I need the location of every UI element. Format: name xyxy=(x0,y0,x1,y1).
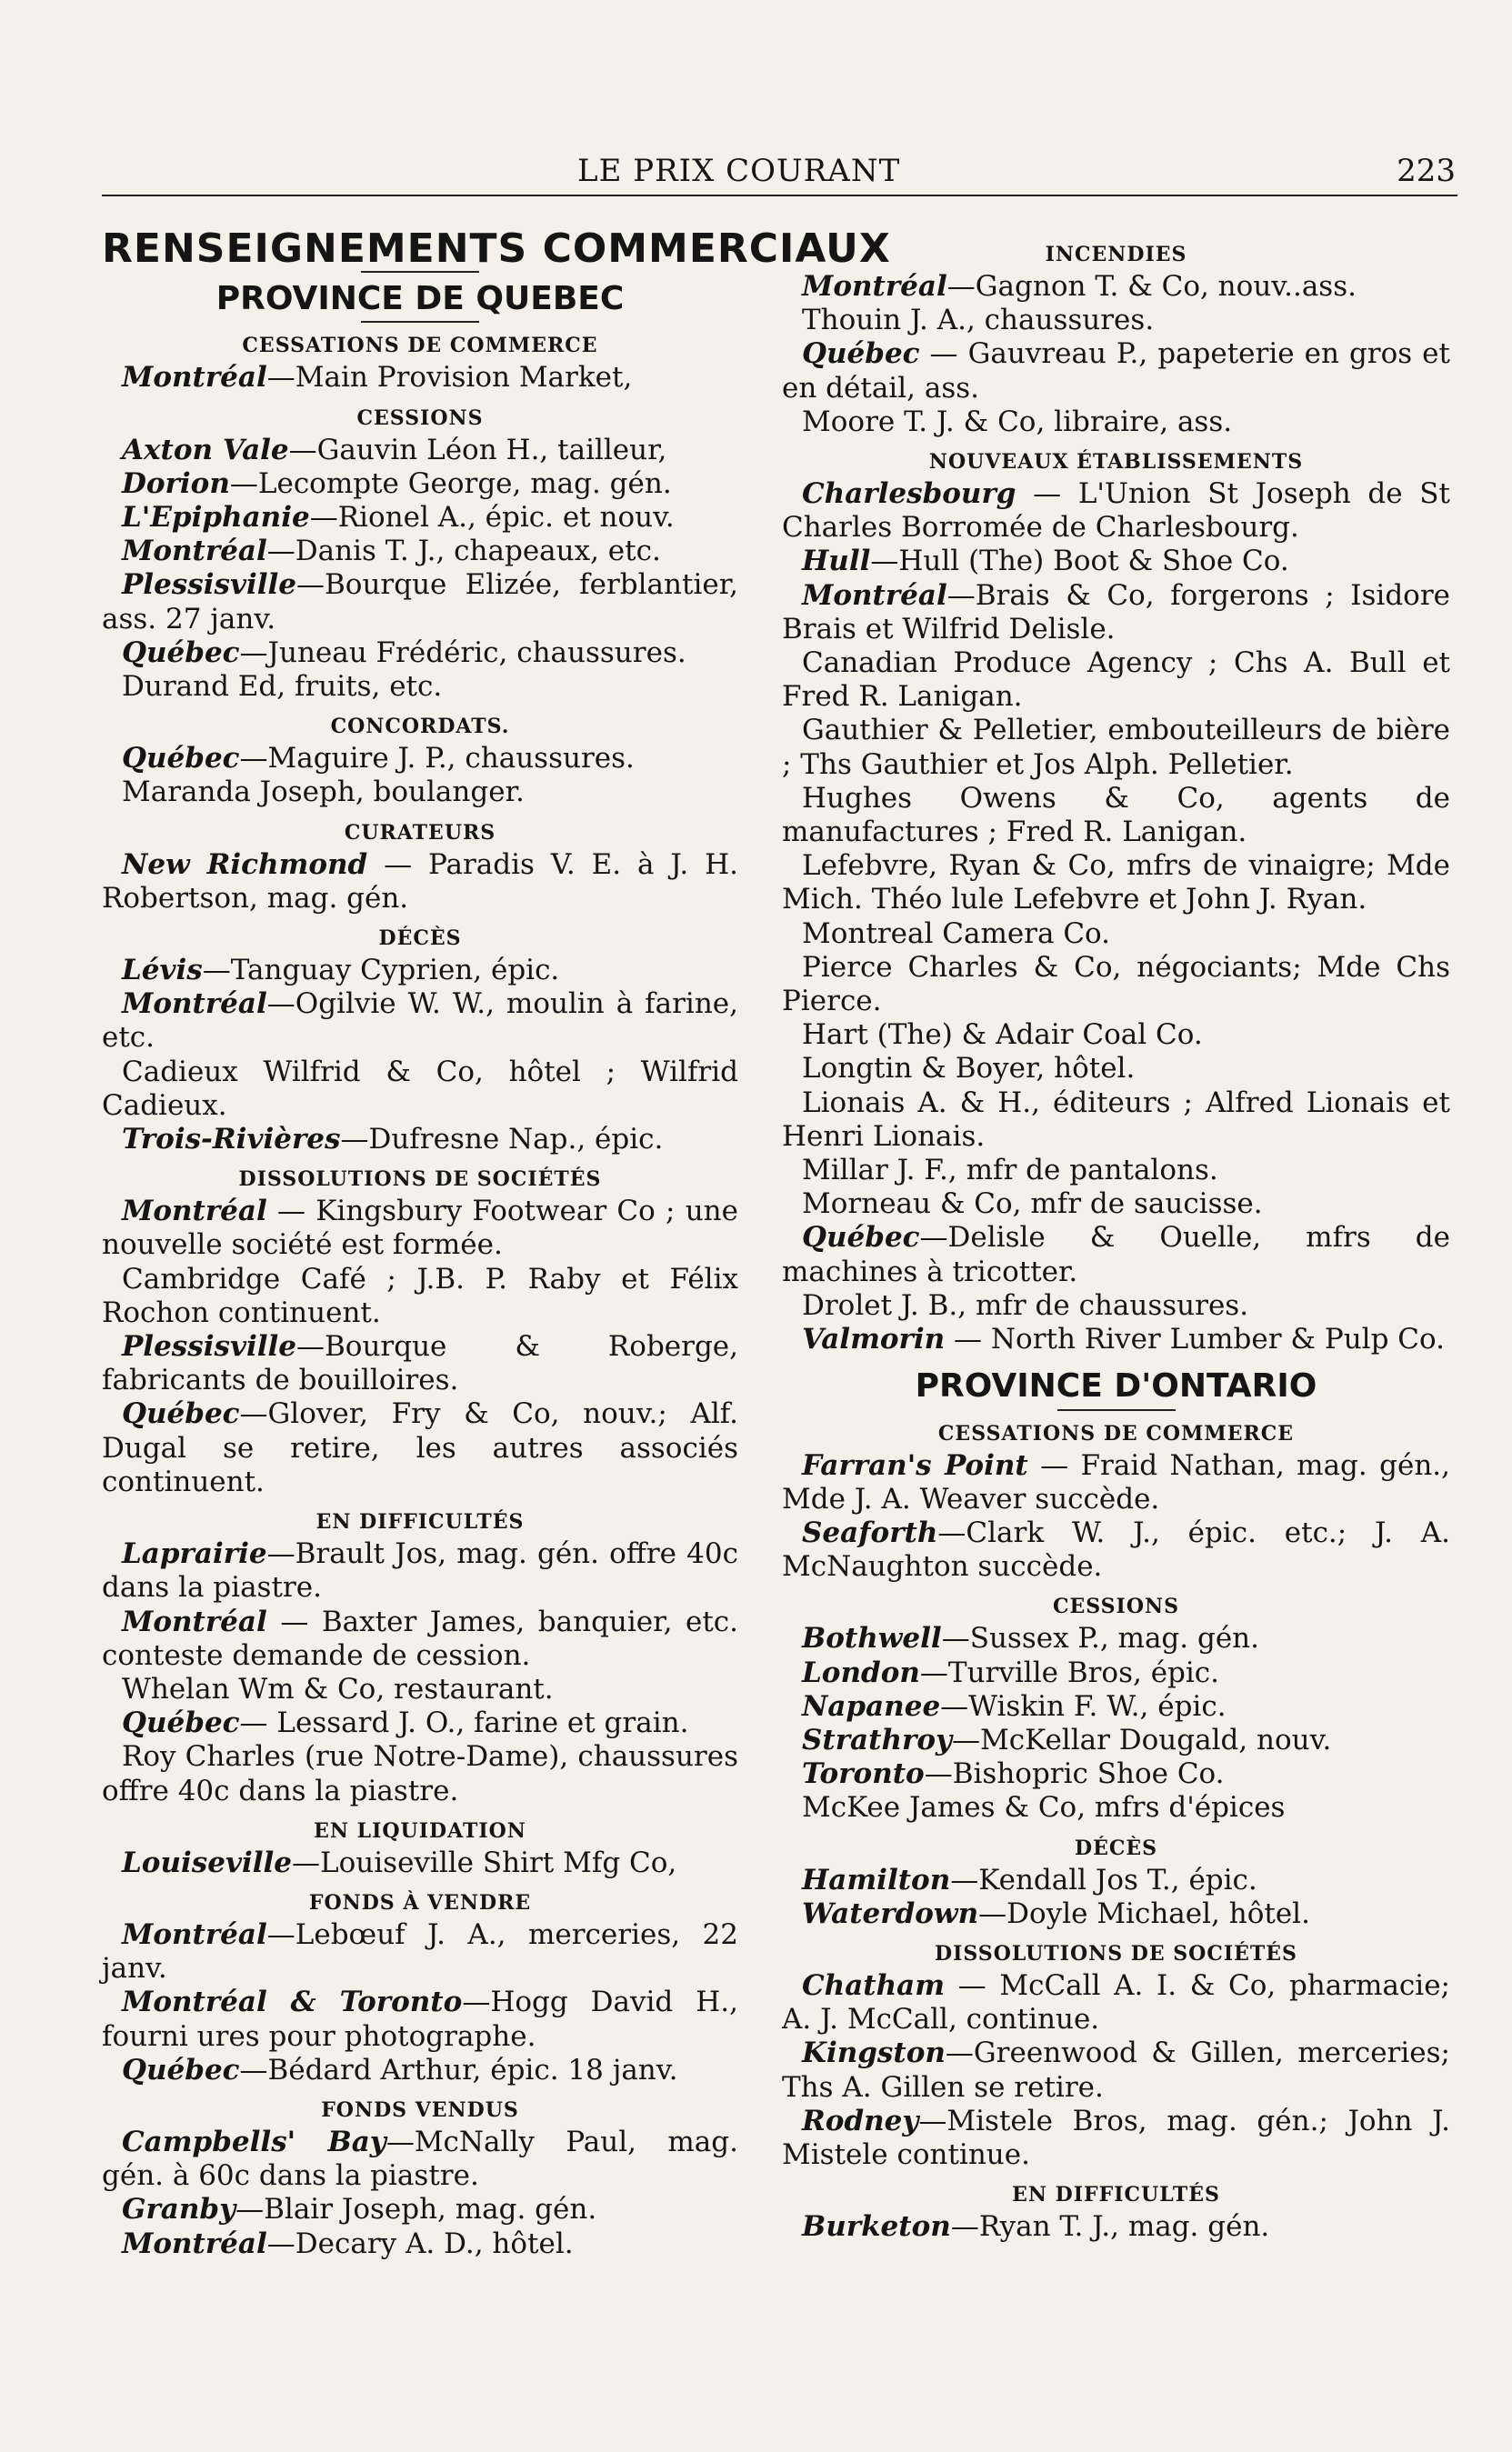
page-title: RENSEIGNEMENTS COMMERCIAUX xyxy=(102,225,891,272)
page-number: 223 xyxy=(1397,153,1456,189)
place-name: Louiseville xyxy=(122,1846,293,1879)
entry-text: —Danis T. J., chapeaux, etc. xyxy=(266,535,661,568)
place-name: Dorion xyxy=(122,466,230,500)
entry-text: Drolet J. B., mfr de chaussures. xyxy=(802,1288,1249,1322)
place-name: L'Epiphanie xyxy=(122,501,310,535)
listing-entry xyxy=(782,1897,1450,1931)
listing-entry xyxy=(102,636,738,670)
place-name: Trois-Rivières xyxy=(122,1123,341,1156)
province-divider xyxy=(361,321,479,323)
place-name: Napanee xyxy=(802,1689,941,1723)
listing-entry xyxy=(782,579,1450,646)
listing-entry xyxy=(782,782,1450,849)
place-name: Québec xyxy=(122,1397,240,1431)
place-name: Seaforth xyxy=(802,1516,938,1549)
entry-text: Gauthier & Pelletier, embouteilleurs de bière ; Ths Gauthier et Jos Alph. Pelletier. xyxy=(782,714,1450,781)
entry-text: —Bourque Elizée, ferblantier, ass. 27 janv. xyxy=(102,568,738,636)
listing-entry xyxy=(102,1740,738,1807)
place-name: Valmorin xyxy=(802,1323,946,1356)
listing-entry xyxy=(102,1706,738,1740)
listing-entry xyxy=(782,1656,1450,1690)
listing-entry xyxy=(782,1516,1450,1584)
listing-entry xyxy=(102,848,738,916)
listing-entry xyxy=(782,1690,1450,1724)
place-name: Plessisville xyxy=(122,568,297,602)
entry-text: — McCall A. I. & Co, pharmacie; A. J. McCall, continue. xyxy=(782,1968,1450,2037)
listing-entry xyxy=(782,1086,1450,1154)
entry-text: —McKellar Dougald, nouv. xyxy=(952,1723,1332,1756)
listing-entry xyxy=(102,1847,738,1880)
entry-text: —Main Provision Market, xyxy=(266,361,633,395)
listing-entry xyxy=(782,337,1450,405)
place-name: Toronto xyxy=(802,1757,925,1791)
place-name: Axton Vale xyxy=(122,433,289,466)
place-name: London xyxy=(802,1656,920,1689)
entry-text: —Turville Bros, épic. xyxy=(919,1656,1220,1689)
listing-entry xyxy=(782,1724,1450,1757)
section-heading: EN DIFFICULTÉS xyxy=(315,1510,525,1535)
section-heading: DÉCÈS xyxy=(1074,1836,1157,1860)
entry-text: — Lessard J. O., farine et grain. xyxy=(239,1706,689,1740)
entry-text: —Wiskin F. W., épic. xyxy=(940,1689,1227,1723)
entry-text: — Kingsbury Footwear Co ; une nouvelle société est formée. xyxy=(102,1195,738,1262)
entry-text: Hart (The) & Adair Coal Co. xyxy=(802,1018,1203,1052)
entry-text: —Decary A. D., hôtel. xyxy=(266,2227,574,2260)
listing-entry xyxy=(102,568,738,636)
listing-entry xyxy=(782,714,1450,781)
place-name: Québec xyxy=(802,337,920,371)
place-name: Montréal xyxy=(122,1195,267,1228)
section-heading: DÉCÈS xyxy=(378,926,462,951)
entry-text: —Juneau Frédéric, chaussures. xyxy=(239,636,686,669)
place-name: Bothwell xyxy=(802,1622,942,1656)
province-divider xyxy=(1057,1409,1176,1411)
section-heading: CONCORDATS. xyxy=(330,715,510,739)
entry-text: Cambridge Café ; J.B. P. Raby et Félix Rochon continuent. xyxy=(102,1262,738,1329)
entry-text: —Maguire J. P., chaussures. xyxy=(239,742,635,776)
entry-text: —Glover, Fry & Co, nouv.; Alf. Dugal se retire, les autres associés continuent. xyxy=(102,1397,738,1498)
entry-text: —Lecompte George, mag. gén. xyxy=(229,466,672,500)
listing-entry xyxy=(102,1263,738,1330)
entry-text: Lefebvre, Ryan & Co, mfrs de vinaigre; Mde Mich. Théo lule Lefebvre et John J. Ryan. xyxy=(782,849,1450,916)
entry-text: — Baxter James, banquier, etc. conteste demande de cession. xyxy=(102,1605,738,1672)
header-rule xyxy=(102,195,1457,196)
section-heading: CESSATIONS DE COMMERCE xyxy=(242,334,598,358)
entry-text: Hughes Owens & Co, agents de manufactures ; Fred R. Lanigan. xyxy=(782,781,1450,849)
listing-entry xyxy=(102,2227,738,2261)
place-name: Québec xyxy=(802,1221,920,1255)
listing-entry xyxy=(782,1323,1450,1356)
entry-text: McKee James & Co, mfrs d'épices xyxy=(802,1791,1286,1825)
place-name: Montréal xyxy=(122,1605,267,1638)
entry-text: Millar J. F., mfr de pantalons. xyxy=(802,1154,1218,1187)
place-name: Montréal xyxy=(802,578,947,612)
listing-entry xyxy=(102,2193,738,2227)
entry-text: —Hogg David H., fourni ures pour photographe. xyxy=(102,1986,738,2053)
entry-text: —Bédard Arthur, épic. 18 janv. xyxy=(239,2053,678,2087)
section-heading: NOUVEAUX ÉTABLISSEMENTS xyxy=(928,450,1304,475)
place-name: Burketon xyxy=(802,2210,951,2244)
right-column xyxy=(782,232,1450,2244)
listing-entry xyxy=(782,1449,1450,1516)
listing-entry xyxy=(782,405,1450,439)
place-name: Plessisville xyxy=(122,1330,297,1364)
province-heading-ontario: PROVINCE D'ONTARIO xyxy=(915,1367,1317,1406)
entry-text: —Lebœuf J. A., merceries, 22 janv. xyxy=(102,1917,738,1986)
listing-entry xyxy=(102,1056,738,1123)
section-heading: DISSOLUTIONS DE SOCIÉTÉS xyxy=(935,1941,1297,1966)
section-heading: EN DIFFICULTÉS xyxy=(1012,2183,1220,2207)
section-heading: CESSATIONS DE COMMERCE xyxy=(937,1421,1295,1446)
section-heading: FONDS À VENDRE xyxy=(308,1890,532,1915)
place-name: Laprairie xyxy=(122,1537,267,1571)
running-title: LE PRIX COURANT xyxy=(577,153,901,189)
entry-text: —Brault Jos, mag. gén. offre 40c dans la piastre. xyxy=(102,1537,738,1605)
place-name: Montréal & Toronto xyxy=(122,1986,463,2019)
place-name: Granby xyxy=(122,2193,236,2227)
entry-text: —Gauvin Léon H., tailleur, xyxy=(288,433,667,466)
entry-text: Moore T. J. & Co, libraire, ass. xyxy=(802,405,1233,438)
place-name: Hamilton xyxy=(802,1863,951,1897)
listing-entry xyxy=(782,951,1450,1018)
place-name: Charlesbourg xyxy=(802,477,1016,511)
listing-entry xyxy=(782,270,1450,304)
place-name: Kingston xyxy=(802,2037,946,2070)
listing-entry xyxy=(102,361,738,395)
listing-entry xyxy=(782,849,1450,916)
listing-entry xyxy=(782,304,1450,337)
listing-entry xyxy=(102,954,738,987)
listing-entry xyxy=(782,2037,1450,2104)
entry-text: Whelan Wm & Co, restaurant. xyxy=(122,1672,554,1706)
listing-entry xyxy=(102,1123,738,1156)
place-name: Waterdown xyxy=(802,1897,979,1930)
listing-entry xyxy=(102,1195,738,1262)
entry-text: Thouin J. A., chaussures. xyxy=(802,304,1155,337)
page-header xyxy=(0,153,1512,193)
listing-entry xyxy=(102,434,738,467)
entry-text: —Bourque & Roberge, fabricants de bouilloires. xyxy=(102,1330,738,1397)
listing-entry xyxy=(102,1918,738,1986)
entry-text: —Tanguay Cyprien, épic. xyxy=(202,954,560,987)
listing-entry xyxy=(102,1673,738,1706)
entry-text: — Paradis V. E. à J. H. Robertson, mag. gén. xyxy=(102,847,738,915)
listing-entry xyxy=(102,501,738,535)
place-name: Québec xyxy=(122,636,240,669)
province-heading-quebec: PROVINCE DE QUEBEC xyxy=(215,280,625,318)
listing-entry xyxy=(102,535,738,568)
entry-text: Roy Charles (rue Notre-Dame), chaussures offre 40c dans la piastre. xyxy=(102,1740,738,1807)
place-name: New Richmond xyxy=(122,847,368,881)
place-name: Hull xyxy=(802,545,871,578)
entry-text: —Kendall Jos T., épic. xyxy=(950,1863,1257,1897)
listing-entry xyxy=(782,1154,1450,1187)
entry-text: — Gauvreau P., papeterie en gros et en détail, ass. xyxy=(782,337,1450,405)
section-heading: CESSIONS xyxy=(1052,1595,1180,1619)
entry-text: Pierce Charles & Co, négociants; Mde Chs Pierce. xyxy=(782,950,1450,1018)
listing-entry xyxy=(782,1791,1450,1825)
entry-text: —Louiseville Shirt Mfg Co, xyxy=(292,1846,677,1879)
entry-text: —Clark W. J., épic. etc.; J. A. McNaughton succède. xyxy=(782,1516,1450,1584)
place-name: Montréal xyxy=(802,270,947,303)
place-name: Chatham xyxy=(802,1968,946,2002)
place-name: Farran's Point xyxy=(802,1448,1028,1482)
place-name: Campbells' Bay xyxy=(122,2125,386,2158)
entry-text: —McNally Paul, mag. gén. à 60c dans la piastre. xyxy=(102,2125,738,2193)
listing-entry xyxy=(782,1622,1450,1656)
entry-text: Longtin & Boyer, hôtel. xyxy=(802,1052,1136,1086)
place-name: Lévis xyxy=(122,954,203,987)
listing-entry xyxy=(782,1221,1450,1288)
listing-entry xyxy=(782,2210,1450,2244)
listing-entry xyxy=(782,1864,1450,1897)
listing-entry xyxy=(102,1330,738,1397)
listing-entry xyxy=(102,2054,738,2087)
listing-entry xyxy=(102,467,738,501)
listing-entry xyxy=(782,1969,1450,2037)
listing-entry xyxy=(782,1018,1450,1052)
entry-text: —Ogilvie W. W., moulin à farine, etc. xyxy=(102,987,738,1055)
entry-text: —Rionel A., épic. et nouv. xyxy=(309,501,675,535)
listing-entry xyxy=(102,987,738,1055)
place-name: Montréal xyxy=(122,361,267,395)
entry-text: —Doyle Michael, hôtel. xyxy=(978,1897,1310,1930)
listing-entry xyxy=(782,477,1450,545)
listing-entry xyxy=(102,1606,738,1673)
place-name: Rodney xyxy=(802,2104,919,2137)
entry-text: Durand Ed, fruits, etc. xyxy=(122,670,443,704)
place-name: Montréal xyxy=(122,2227,267,2260)
section-heading: FONDS VENDUS xyxy=(321,2097,519,2122)
entry-text: —Brais & Co, forgerons ; Isidore Brais et Wilfrid Delisle. xyxy=(782,578,1450,646)
entry-text: Cadieux Wilfrid & Co, hôtel ; Wilfrid Cadieux. xyxy=(102,1055,738,1122)
listing-entry xyxy=(782,545,1450,578)
listing-entry xyxy=(102,742,738,776)
place-name: Québec xyxy=(122,742,240,776)
entry-text: —Ryan T. J., mag. gén. xyxy=(950,2210,1270,2244)
listing-entry xyxy=(102,1537,738,1605)
section-heading: DISSOLUTIONS DE SOCIÉTÉS xyxy=(238,1167,602,1192)
entry-text: —Delisle & Ouelle, mfrs de machines à tricotter. xyxy=(782,1221,1450,1288)
place-name: Montréal xyxy=(122,987,267,1021)
entry-text: —Sussex P., mag. gén. xyxy=(941,1622,1259,1656)
place-name: Québec xyxy=(122,2053,240,2087)
place-name: Montréal xyxy=(122,1917,267,1951)
entry-text: —Mistele Bros, mag. gén.; John J. Mistele continue. xyxy=(782,2104,1450,2171)
section-heading: EN LIQUIDATION xyxy=(314,1818,526,1843)
section-heading: CESSIONS xyxy=(356,405,484,430)
entry-text: Lionais A. & H., éditeurs ; Alfred Lionais et Henri Lionais. xyxy=(782,1086,1450,1153)
entry-text: —Blair Joseph, mag. gén. xyxy=(235,2193,597,2227)
entry-text: —Greenwood & Gillen, merceries; Ths A. Gillen se retire. xyxy=(782,2037,1450,2104)
listing-entry xyxy=(782,1757,1450,1791)
entry-text: Maranda Joseph, boulanger. xyxy=(122,776,525,809)
entry-text: Morneau & Co, mfr de saucisse. xyxy=(802,1187,1263,1221)
entry-text: —Gagnon T. & Co, nouv..ass. xyxy=(946,270,1357,303)
listing-entry xyxy=(782,1052,1450,1086)
section-heading: CURATEURS xyxy=(344,820,496,845)
listing-entry xyxy=(782,917,1450,951)
entry-text: —Dufresne Nap., épic. xyxy=(340,1123,664,1156)
place-name: Québec xyxy=(122,1706,240,1740)
entry-text: —Hull (The) Boot & Shoe Co. xyxy=(870,545,1289,578)
place-name: Montréal xyxy=(122,535,267,568)
entry-text: Montreal Camera Co. xyxy=(802,916,1111,950)
listing-entry xyxy=(102,1397,738,1499)
entry-text: — North River Lumber & Pulp Co. xyxy=(945,1323,1445,1356)
entry-text: Canadian Produce Agency ; Chs A. Bull et Fred R. Lanigan. xyxy=(782,646,1450,714)
place-name: Strathroy xyxy=(802,1723,953,1756)
right-sections-quebec xyxy=(782,241,1450,1356)
entry-text: —Bishopric Shoe Co. xyxy=(924,1757,1225,1791)
listing-entry xyxy=(102,1986,738,2053)
listing-entry xyxy=(102,670,738,704)
listing-entry xyxy=(782,1187,1450,1221)
section-heading: INCENDIES xyxy=(1045,243,1187,266)
entry-text: — L'Union St Joseph de St Charles Borromée de Charlesbourg. xyxy=(782,477,1450,545)
entry-text: — Fraid Nathan, mag. gén., Mde J. A. Weaver succède. xyxy=(782,1448,1451,1516)
listing-entry xyxy=(102,2126,738,2193)
listing-entry xyxy=(782,1289,1450,1323)
listing-entry xyxy=(782,646,1450,714)
left-sections xyxy=(102,332,738,2260)
listing-entry xyxy=(102,776,738,809)
right-sections-ontario xyxy=(782,1420,1450,2245)
listing-entry xyxy=(782,2105,1450,2172)
